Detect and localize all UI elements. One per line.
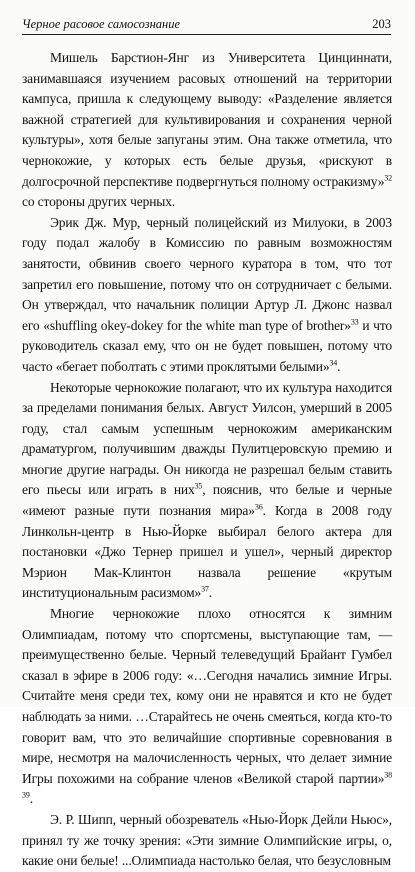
text-segment: Многие чернокожие плохо относятся к зимним Олимпиадам, потому что спортсмены, выступающие там, — преимущественно белые. Черный телеведущий Брайант Гумбел сказал в эфире в 2006 году: «…Сегодня начались зимние Игры. Считайте меня среди тех, кому они не нравятся и кто не будет наблюдать за ними. …Старайтесь не очень смеяться, когда кто-то говорит вам, что это величайшие спортивные соревнования в мире, несмотря на малочисленность черных, что делает зимние Игры похожими на собрание членов «Великой старой партии» xyxy=(22,606,392,786)
running-head-title: Черное расовое самосознание xyxy=(22,17,181,31)
body-text xyxy=(22,48,392,872)
footnote-ref: 35 xyxy=(194,481,203,491)
footnote-ref: 33 xyxy=(350,317,359,327)
text-segment: . xyxy=(337,358,341,374)
paragraph-2 xyxy=(22,213,392,378)
text-segment: . xyxy=(208,585,212,601)
text-segment: Мишель Барстион-Янг из Университета Цинциннати, занимавшаяся изучением расовых отношений на территории кампуса, пришла к следующему выводу: «Разделение является важной стратегией для культивирования и сохранения черной культуры», хотя белые запуганы этим. Она также отметила, что чернокожие, у которых есть белые друзья, «рискуют в долгосрочной перспективе подвергнуться полному остракизму» xyxy=(22,50,392,189)
footnote-ref: 36 xyxy=(254,502,263,512)
text-segment: . Когда в 2008 году Линкольн-центр в Нью-Йорке выбирал белого актера для постановки «Джо Тернер пришел и ушел», черный директор Мэрион Мак-Клинтон назвала решение «крутым институциональным расизмом» xyxy=(22,503,392,601)
footnote-ref: 32 xyxy=(384,173,392,183)
paragraph-5 xyxy=(22,810,392,872)
text-segment: Эрик Дж. Мур, черный полицейский из Милуоки, в 2003 году подал жалобу в Комиссию по равным возможностям занятости, обвинив своего черного куратора в том, что тот запретил его повышение, потому что он сотрудничает с белыми. Он утверждал, что начальник полиции Артур Л. Джонс назвал его «shuffling okey-dokey for the white man type of brother» xyxy=(22,214,392,333)
paragraph-4 xyxy=(22,604,392,810)
footnote-ref: 37 xyxy=(201,584,209,594)
text-segment: Э. Р. Шипп, черный обозреватель «Нью-Йорк Дейли Ньюс», принял ту же точку зрения: «Эти зимние Олимпийские игры, о, какие они белые! ...Олимпиада настолько белая, что безусловным xyxy=(22,811,392,869)
text-segment: Некоторые чернокожие полагают, что их культура находится за пределами понимания белых. Август Уилсон, умерший в 2005 году, стал самым успешным чернокожим американским драматургом, получившим дважды Пулитцеровскую премию и многие другие награды. Он никогда не разрешал белым ставить его пьесы или играть в них xyxy=(22,379,392,498)
text-segment: , пояснив, что белые и черные «имеют разные пути познания мира» xyxy=(22,482,392,519)
paragraph-1 xyxy=(22,48,392,213)
paragraph-3 xyxy=(22,378,392,605)
page-number: 203 xyxy=(372,17,391,31)
running-head xyxy=(22,14,391,35)
footnote-ref: 34 xyxy=(329,358,338,368)
text-segment: и что руководитель сказал ему, что он не будет повышен, потому что часто «бегает поболтать с этими проклятыми белыми» xyxy=(22,317,392,374)
text-segment: со стороны других черных. xyxy=(22,194,176,210)
text-segment: . xyxy=(29,791,33,807)
footnote-ref: 38 39 xyxy=(22,770,392,800)
